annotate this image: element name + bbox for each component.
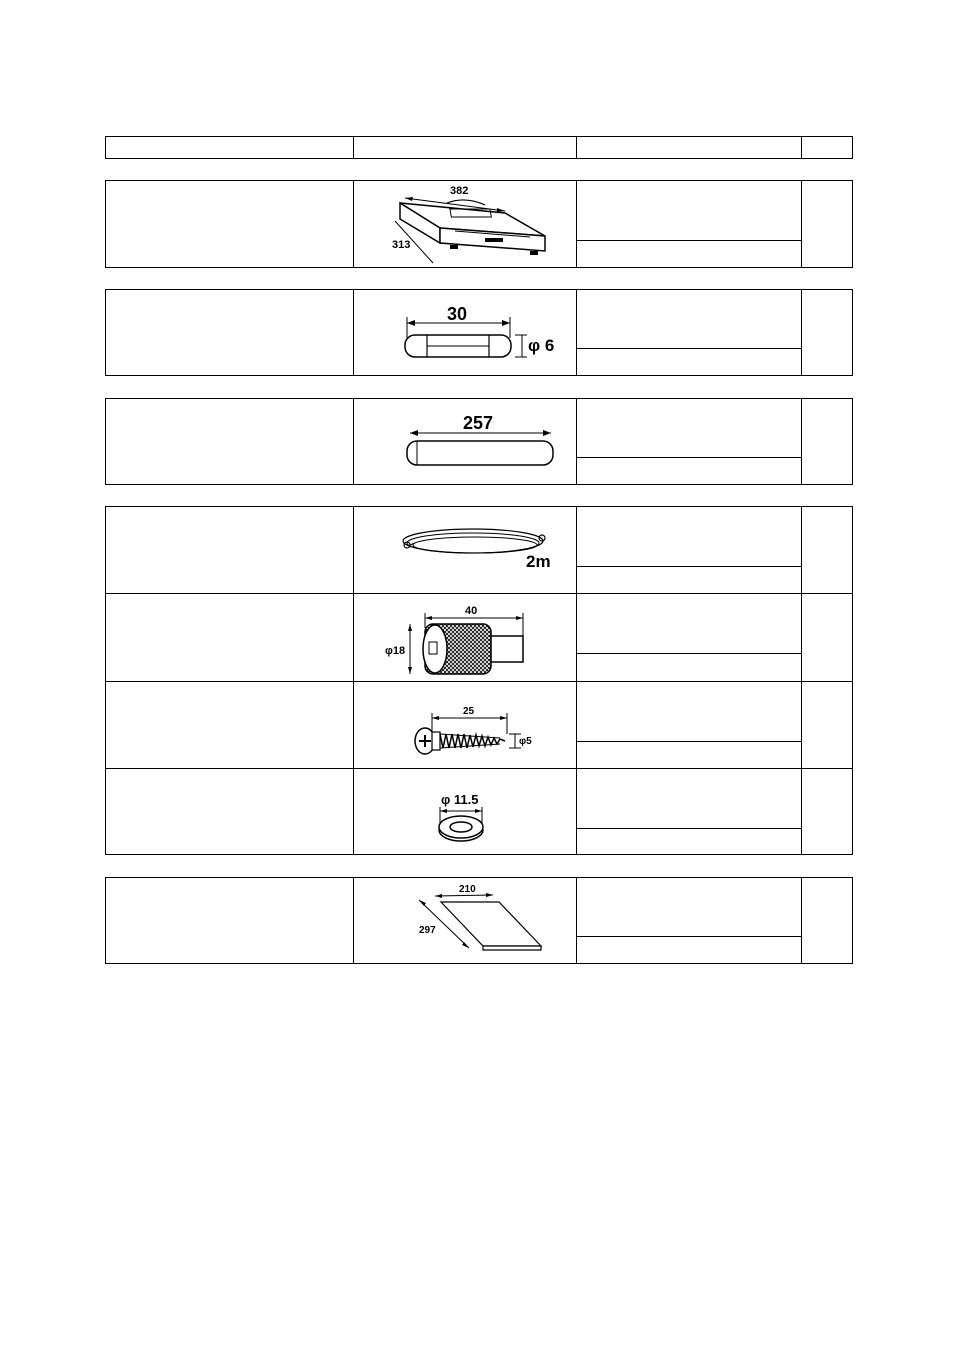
table-divider xyxy=(353,878,354,963)
cell-split xyxy=(576,936,801,937)
dim-label: 40 xyxy=(465,605,478,617)
cell-split xyxy=(576,457,801,458)
unit-box-drawing xyxy=(355,181,575,267)
header-divider-2 xyxy=(576,137,577,158)
table-divider xyxy=(576,181,577,267)
dim-label: 210 xyxy=(459,884,476,895)
item-table-4 xyxy=(105,506,853,855)
table-divider xyxy=(801,290,802,375)
item-table-2 xyxy=(105,289,853,376)
item-table-3 xyxy=(105,398,853,485)
dim-label: 297 xyxy=(419,925,436,936)
cell-split xyxy=(576,741,801,742)
table-divider xyxy=(801,399,802,484)
cell-split xyxy=(576,566,801,567)
screw-drawing xyxy=(355,682,575,768)
cell-split xyxy=(576,653,801,654)
dim-label: 382 xyxy=(450,185,469,197)
cell-split xyxy=(576,828,801,829)
cell-split xyxy=(576,348,801,349)
table-divider xyxy=(576,290,577,375)
table-divider xyxy=(576,878,577,963)
dim-label: 313 xyxy=(392,239,411,251)
dim-label: 30 xyxy=(447,304,468,324)
dim-label: 2m xyxy=(526,552,551,571)
header-table xyxy=(105,136,853,159)
table-divider xyxy=(576,399,577,484)
item-table-1 xyxy=(105,180,853,268)
document-drawing xyxy=(355,878,575,963)
dim-label: 25 xyxy=(463,706,475,717)
item-table-5 xyxy=(105,877,853,964)
cell-split xyxy=(576,240,801,241)
washer-drawing xyxy=(355,769,575,855)
table-divider xyxy=(801,181,802,267)
dim-label: 257 xyxy=(463,413,494,433)
dim-label: φ18 xyxy=(385,645,406,657)
dim-label: φ 11.5 xyxy=(441,792,479,807)
rod-drawing xyxy=(355,399,575,484)
table-divider xyxy=(353,181,354,267)
fuse-drawing xyxy=(355,290,575,375)
dim-label: φ 6 xyxy=(528,336,555,355)
cable-drawing xyxy=(355,507,575,592)
table-divider xyxy=(353,399,354,484)
table-divider xyxy=(801,878,802,963)
header-divider-3 xyxy=(801,137,802,158)
connector-drawing xyxy=(355,594,575,681)
header-divider-1 xyxy=(353,137,354,158)
dim-label: φ5 xyxy=(519,736,532,747)
table-divider xyxy=(353,290,354,375)
